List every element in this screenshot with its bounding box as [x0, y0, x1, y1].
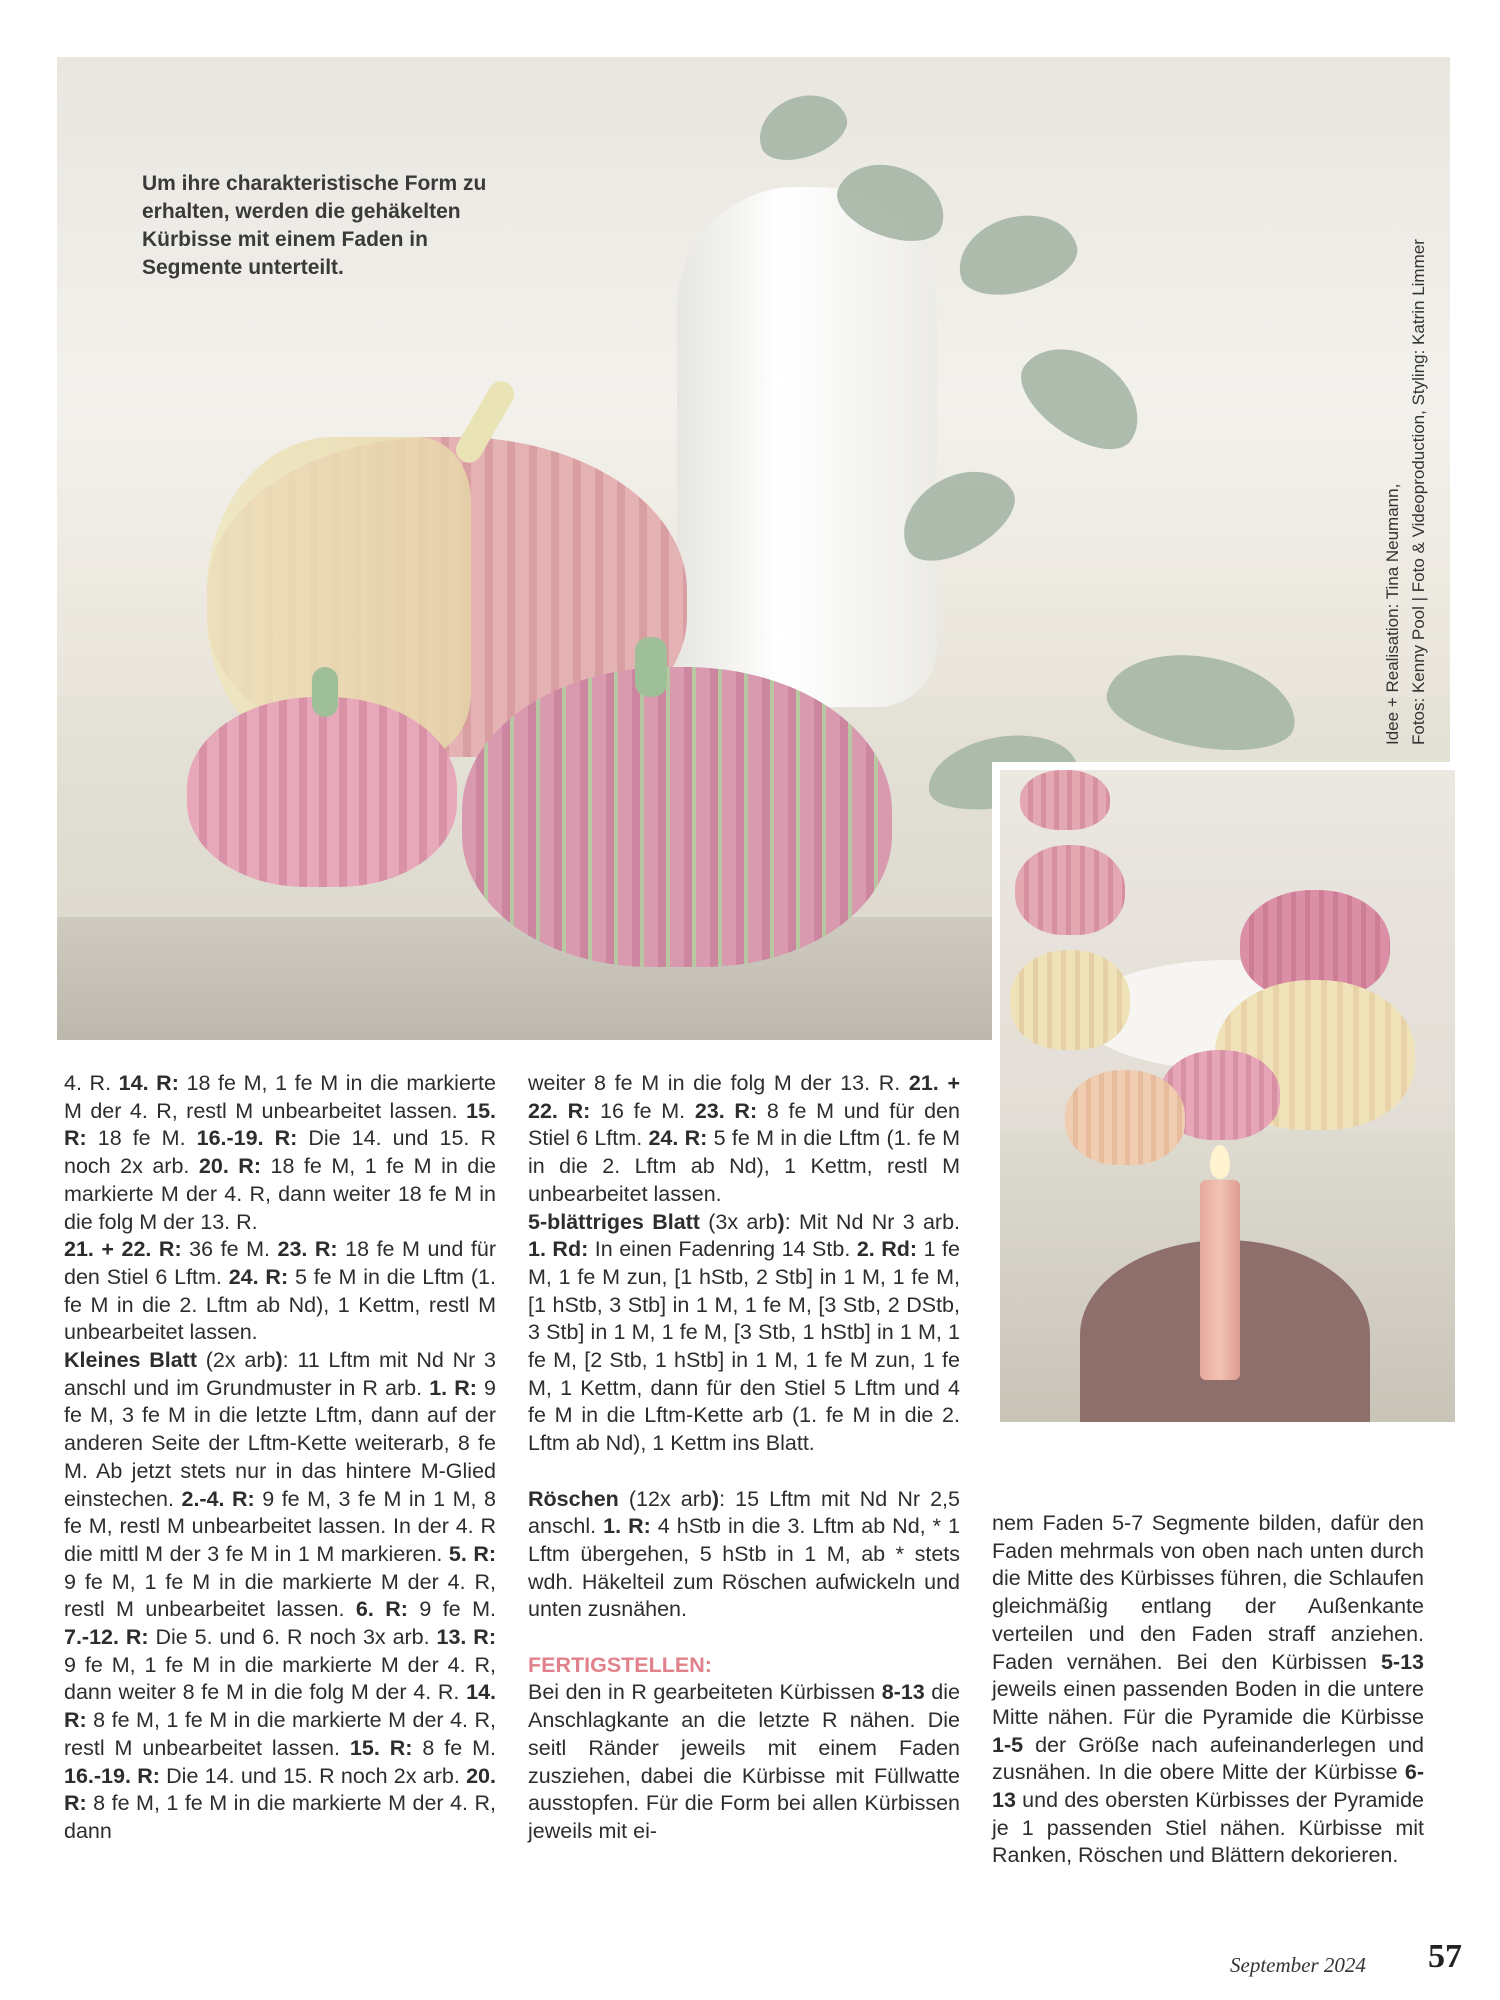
paragraph: 5-blättriges Blatt (3x arb): Mit Nd Nr 3 arb. 1. Rd: In einen Fadenring 14 Stb. 2. Rd: 1 fe M, 1 fe M zun, [1 hStb, 2 Stb] in 1 M, 1 fe M, [1 hStb, 3 Stb] in 1 M, 1 fe M, [3 Stb, 2 DStb, 3 Stb] in 1 M, 1 fe M, [3 Stb, 1 hStb] in 1 M, 1 fe M, [2 Stb, 1 hStb] in 1 M, 1 fe M zun, 1 fe M, 1 Kettm, dann für den Stiel 5 Lftm und 4 fe M in die Lftm-Kette arb (1. fe M in die 2. Lftm ab Nd), 1 Kettm ins Blatt. — [528, 1209, 960, 1456]
paragraph: nem Faden 5-7 Segmente bilden, dafür den Faden mehrmals von oben nach unten durch die Mitte des Kürbisses führen, die Schlaufen gleichmäßig entlang der Außenkante verteilen und den Faden straff anziehen. Faden vernähen. Bei den Kürbissen 5-13 jeweils einen passenden Boden in die untere Mitte nähen. Für die Pyramide die Kürbisse 1-5 der Größe nach aufeinanderlegen und zusnähen. In die obere Mitte der Kürbisse 6-13 und des obersten Kürbisses der Pyramide je 1 passenden Stiel nähen. Kürbisse mit Ranken, Röschen und Blättern dekorieren. — [992, 1511, 1424, 1868]
white-pitcher — [677, 187, 937, 707]
credits-line-2: Fotos: Kenny Pool | Foto & Videoproduction, Styling: Katrin Limmer — [1409, 239, 1428, 745]
bold-run: ) — [711, 1486, 720, 1511]
bold-run: 2. Rd: — [856, 1237, 918, 1262]
leaf — [749, 83, 854, 170]
paragraph: weiter 8 fe M in die folg M der 13. R. 21. + 22. R: 16 fe M. 23. R: 8 fe M und für den Stiel 6 Lftm. 24. R: 5 fe M in die Lftm (1. fe M in die 2. Lftm ab Nd), 1 Kettm, restl M unbearbeitet lassen. — [528, 1071, 960, 1206]
bold-run: 1-5 — [992, 1732, 1024, 1757]
bold-run: 2.-4. R: — [181, 1486, 255, 1511]
page-number: 57 — [1428, 1938, 1462, 1975]
bold-run: 1. R: — [429, 1375, 477, 1400]
bold-run: 1. Rd: — [528, 1237, 589, 1262]
text-column-2 — [528, 1070, 960, 1846]
bold-run: 5. R: — [448, 1541, 497, 1566]
text-column-1 — [64, 1070, 496, 1846]
candle-flame — [1210, 1145, 1230, 1179]
pumpkin-small-peach — [1065, 1070, 1185, 1165]
bold-run: 7.-12. R: — [64, 1625, 149, 1650]
bold-run: 5-blättriges Blatt — [528, 1209, 700, 1234]
candle — [1200, 1180, 1240, 1380]
leaf — [949, 203, 1084, 307]
bold-run: 8-13 — [881, 1680, 925, 1705]
bold-run: ) — [275, 1348, 283, 1373]
medium-pumpkin — [462, 667, 892, 967]
bold-run: 24. R: — [228, 1264, 289, 1289]
credits-line-1: Idee + Realisation: Tina Neumann, — [1383, 483, 1402, 745]
paragraph: 21. + 22. R: 36 fe M. 23. R: 18 fe M und für den Stiel 6 Lftm. 24. R: 5 fe M in die Lftm (1. fe M in die 2. Lftm ab Nd), 1 Kettm, restl M unbearbeitet lassen. — [64, 1237, 496, 1345]
bold-run: 16.-19. R: — [196, 1126, 298, 1151]
paragraph: Röschen (12x arb): 15 Lftm mit Nd Nr 2,5 anschl. 1. R: 4 hStb in die 3. Lftm ab Nd, * 1 Lftm übergehen, 5 hStb in 1 M, ab * stets wdh. Häkelteil zum Röschen aufwickeln und unten zusnähen. — [528, 1486, 960, 1622]
bold-run: Kleines Blatt — [64, 1348, 198, 1373]
bold-run: 6-13 — [992, 1760, 1424, 1813]
bold-run: 23. R: — [277, 1237, 338, 1262]
secondary-photo — [1000, 770, 1455, 1422]
issue-date: September 2024 — [1230, 1953, 1366, 1977]
section-heading: FERTIGSTELLEN: — [528, 1652, 712, 1677]
bold-run: 14. R: — [118, 1071, 179, 1095]
bold-run: 21. + 22. R: — [528, 1071, 960, 1123]
small-pumpkin — [187, 697, 457, 887]
paragraph: Kleines Blatt (2x arb): 11 Lftm mit Nd Nr 3 anschl und im Grundmuster in R arb. 1. R: 9 fe M, 3 fe M in die letzte Lftm, dann auf der anderen Seite der Lftm-Kette weiterarb, 8 fe M. Ab jetzt stets nur in das hintere M-Glied einstechen. 2.-4. R: 9 fe M, 3 fe M in 1 M, 8 fe M, restl M unbearbeitet lassen. In der 4. R die mittl M der 3 fe M in 1 M markieren. 5. R: 9 fe M, 1 fe M in die markierte M der 4. R, restl M unbearbeitet lassen. 6. R: 9 fe M. 7.-12. R: Die 5. und 6. R noch 3x arb. 13. R: 9 fe M, 1 fe M in die markierte M der 4. R, dann weiter 8 fe M in die folg M der 4. R. 14. R: 8 fe M, 1 fe M in die markierte M der 4. R, restl M unbearbeitet lassen. 15. R: 8 fe M. 16.-19. R: Die 14. und 15. R noch 2x arb. 20. R: 8 fe M, 1 fe M in die markierte M der 4. R, dann — [64, 1348, 497, 1843]
photo-caption: Um ihre charakteristische Form zu erhalten, werden die gehäkelten Kürbisse mit einem Faden in Segmente unterteilt. — [142, 172, 487, 279]
bold-run: 21. + 22. R: — [64, 1237, 182, 1262]
text-column-3 — [992, 1510, 1424, 1870]
bold-run: 24. R: — [648, 1126, 708, 1151]
bold-run: 13. R: — [436, 1625, 496, 1650]
pumpkin-pyramid-middle — [1015, 845, 1125, 935]
bold-run: 20. R: — [198, 1154, 261, 1179]
bold-run: 20. R: — [64, 1763, 496, 1816]
bold-run: 16.-19. R: — [64, 1763, 160, 1788]
bold-run: 1. R: — [603, 1514, 651, 1539]
pumpkin-pyramid-bottom — [1010, 950, 1130, 1050]
paragraph: Bei den in R gearbeiteten Kürbissen 8-13 die Anschlagkante an die letzte R nähen. Die seitl Ränder jeweils mit einem Faden zusziehen, dabei die Kürbisse mit Füllwatte ausstopfen. Für die Form bei allen Kürbissen jeweils mit ei- — [528, 1680, 960, 1843]
photo-credits — [1380, 239, 1432, 745]
bold-run: 15. R: — [64, 1098, 496, 1151]
bold-run: 6. R: — [355, 1597, 408, 1622]
leaf — [1006, 327, 1158, 467]
bold-run: Röschen — [528, 1486, 619, 1511]
pumpkin-stem — [635, 637, 667, 697]
paragraph: 4. R. 14. R: 18 fe M, 1 fe M in die markierte M der 4. R, restl M unbearbeitet lassen. 15. R: 18 fe M. 16.-19. R: Die 14. und 15. R noch 2x arb. 20. R: 18 fe M, 1 fe M in die markierte M der 4. R, dann weiter 18 fe M in die folg M der 13. R. — [64, 1071, 496, 1234]
pumpkin-pyramid-top — [1020, 770, 1110, 830]
bold-run: 23. R: — [694, 1098, 758, 1123]
bold-run: ) — [777, 1209, 785, 1234]
bold-run: 5-13 — [1380, 1649, 1424, 1674]
bold-run: 15. R: — [349, 1735, 413, 1760]
pumpkin-stem — [312, 667, 338, 717]
bold-run: 14. R: — [64, 1680, 496, 1733]
